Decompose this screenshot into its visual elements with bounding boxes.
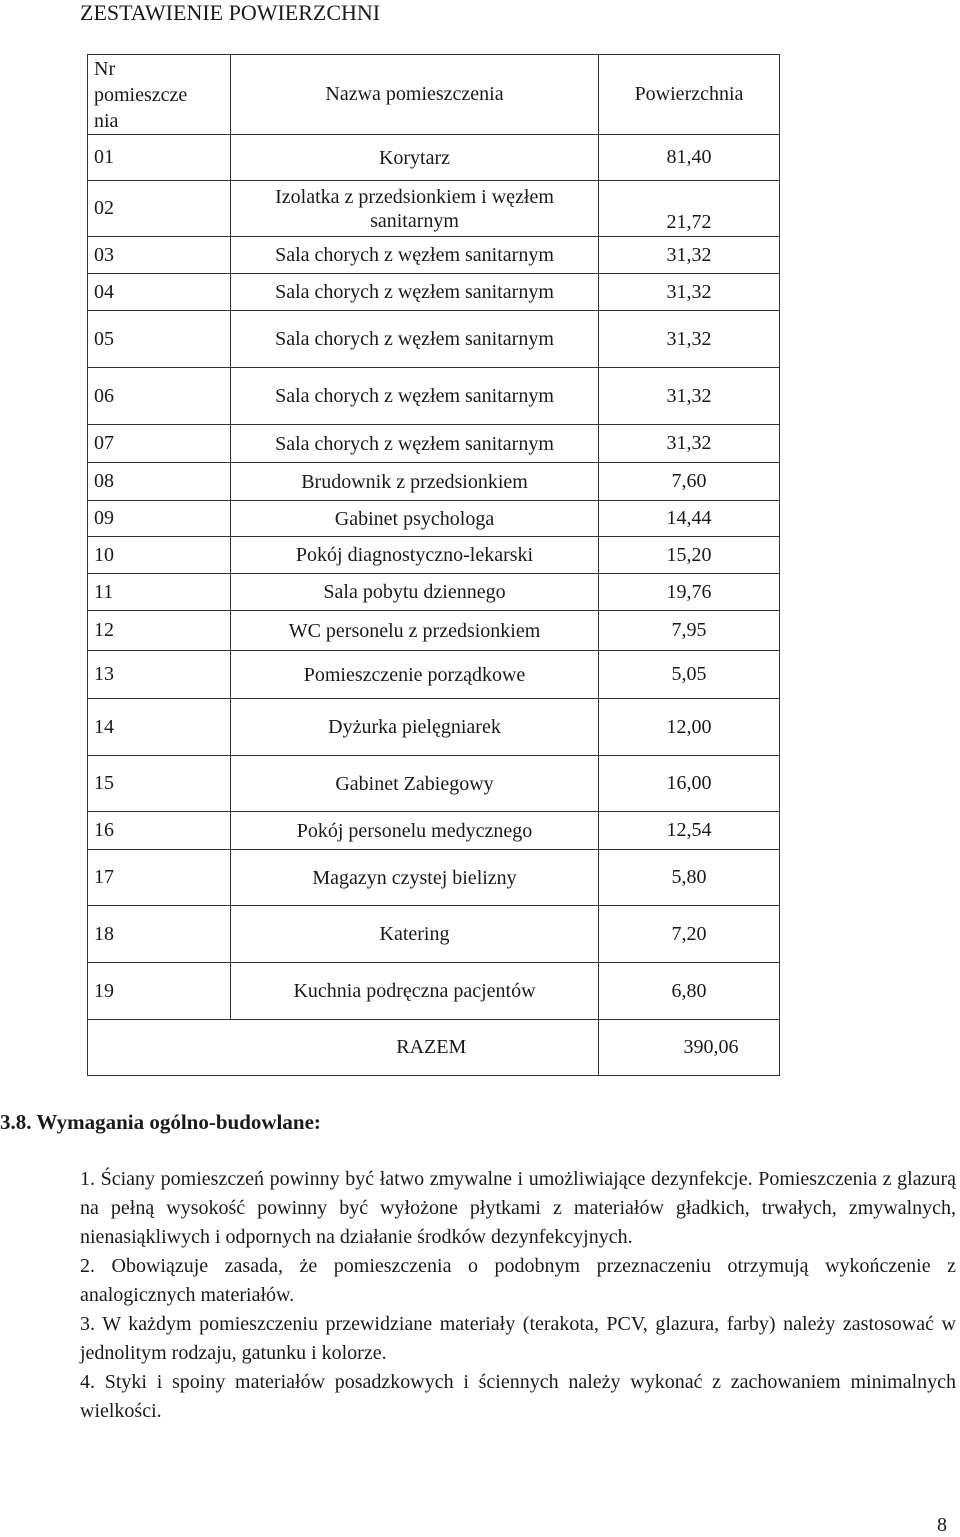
room-area: 12,00 (599, 699, 780, 756)
room-area: 81,40 (599, 135, 780, 181)
table-row (88, 699, 780, 756)
room-name: Sala chorych z węzłem sanitarnym (231, 368, 599, 425)
room-name: Magazyn czystej bielizny (231, 850, 599, 906)
room-name: Sala chorych z węzłem sanitarnym (231, 274, 599, 311)
document-title: ZESTAWIENIE POWIERZCHNI (80, 0, 381, 25)
room-number: 02 (88, 181, 231, 237)
room-area: 7,95 (599, 611, 780, 651)
room-number: 15 (88, 756, 231, 812)
table-row (88, 906, 780, 963)
table-row (88, 237, 780, 274)
room-name: WC personelu z przedsionkiem (231, 611, 599, 651)
table-row (88, 963, 780, 1020)
room-area: 15,20 (599, 537, 780, 574)
room-area: 5,05 (599, 651, 780, 699)
room-name: Sala pobytu dziennego (231, 574, 599, 611)
room-area: 7,20 (599, 906, 780, 963)
room-name: Korytarz (231, 135, 599, 181)
room-number: 12 (88, 611, 231, 651)
table-row (88, 425, 780, 463)
room-number: 14 (88, 699, 231, 756)
room-name: Sala chorych z węzłem sanitarnym (231, 311, 599, 368)
table-row (88, 463, 780, 501)
page-number: 8 (937, 1514, 947, 1536)
room-area: 6,80 (599, 963, 780, 1020)
total-row (88, 1020, 780, 1076)
room-name: Kuchnia podręczna pacjentów (231, 963, 599, 1020)
room-area: 5,80 (599, 850, 780, 906)
room-area: 19,76 (599, 574, 780, 611)
room-number: 11 (88, 574, 231, 611)
table-row (88, 135, 780, 181)
room-number: 06 (88, 368, 231, 425)
room-number: 09 (88, 501, 231, 537)
room-name: Sala chorych z węzłem sanitarnym (231, 425, 599, 463)
header-room-number: Nr pomieszcze nia (88, 55, 231, 135)
room-number: 17 (88, 850, 231, 906)
room-area: 31,32 (599, 237, 780, 274)
header-room-name: Nazwa pomieszczenia (231, 55, 599, 135)
total-value: 390,06 (599, 1020, 780, 1076)
room-name: Pomieszczenie porządkowe (231, 651, 599, 699)
room-area: 21,72 (599, 181, 780, 237)
room-name: Katering (231, 906, 599, 963)
room-number: 05 (88, 311, 231, 368)
table-row (88, 812, 780, 850)
room-name: Dyżurka pielęgniarek (231, 699, 599, 756)
table-header-row (88, 55, 780, 135)
table-row (88, 611, 780, 651)
room-number: 19 (88, 963, 231, 1020)
table-row (88, 274, 780, 311)
room-area: 31,32 (599, 274, 780, 311)
table-row (88, 368, 780, 425)
room-area: 12,54 (599, 812, 780, 850)
room-name: Gabinet psychologa (231, 501, 599, 537)
paragraph: 3. W każdym pomieszczeniu przewidziane materiały (terakota, PCV, glazura, farby) należy zastosować w jednolitym rodzaju, gatunku i kolorze. (80, 1313, 956, 1364)
room-name: Brudownik z przedsionkiem (231, 463, 599, 501)
table-row (88, 181, 780, 237)
room-area: 16,00 (599, 756, 780, 812)
table-row (88, 311, 780, 368)
room-number: 07 (88, 425, 231, 463)
total-label: RAZEM (231, 1020, 599, 1076)
room-name: Pokój personelu medycznego (231, 812, 599, 850)
room-number: 03 (88, 237, 231, 274)
table-row (88, 537, 780, 574)
room-name: Sala chorych z węzłem sanitarnym (231, 237, 599, 274)
header-area: Powierzchnia (599, 55, 780, 135)
room-area: 31,32 (599, 368, 780, 425)
total-spacer (88, 1020, 231, 1076)
table-row (88, 574, 780, 611)
paragraph: 1. Ściany pomieszczeń powinny być łatwo zmywalne i umożliwiające dezynfekcje. Pomieszczenia z glazurą na pełną wysokość powinny być wyłożone płytkami z materiałów gładkich, trwałych, zmywalnych, nienasiąkliwych i odpornych na działanie środków dezynfekcyjnych. (80, 1168, 956, 1248)
room-number: 13 (88, 651, 231, 699)
room-area: 7,60 (599, 463, 780, 501)
room-area: 31,32 (599, 425, 780, 463)
table-row (88, 501, 780, 537)
table-row (88, 651, 780, 699)
room-area: 14,44 (599, 501, 780, 537)
section-heading: 3.8. Wymagania ogólno-budowlane: (0, 1110, 321, 1134)
room-number: 18 (88, 906, 231, 963)
room-name: Gabinet Zabiegowy (231, 756, 599, 812)
paragraph: 4. Styki i spoiny materiałów posadzkowych i ściennych należy wykonać z zachowaniem minimalnych wielkości. (80, 1371, 956, 1422)
table-row (88, 756, 780, 812)
paragraph: 2. Obowiązuje zasada, że pomieszczenia o podobnym przeznaczeniu otrzymują wykończenie z analogicznych materiałów. (80, 1255, 956, 1306)
room-number: 08 (88, 463, 231, 501)
room-area: 31,32 (599, 311, 780, 368)
room-number: 01 (88, 135, 231, 181)
room-name: Izolatka z przedsionkiem i węzłem sanitarnym (231, 181, 599, 237)
table-row (88, 850, 780, 906)
requirements-text (80, 1165, 956, 1426)
room-number: 16 (88, 812, 231, 850)
room-number: 04 (88, 274, 231, 311)
room-number: 10 (88, 537, 231, 574)
room-name: Pokój diagnostyczno-lekarski (231, 537, 599, 574)
room-area-table (87, 54, 780, 1076)
